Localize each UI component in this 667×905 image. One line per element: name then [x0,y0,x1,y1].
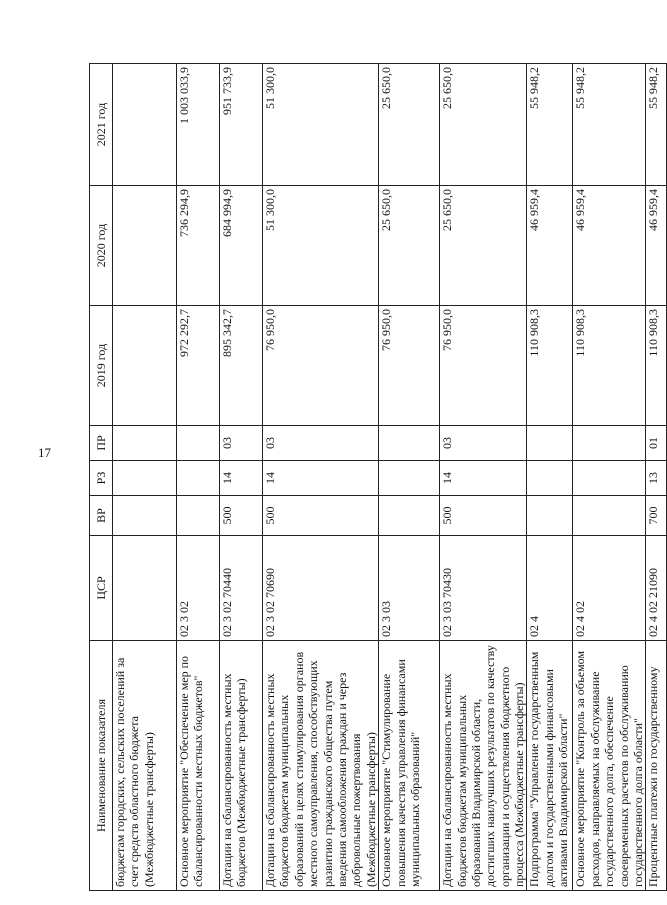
cell-csr: 02 4 [527,536,573,641]
cell-rz [177,461,220,496]
cell-2020: 51 300,0 [263,186,379,306]
cell-2020: 25 650,0 [379,186,440,306]
cell-pr: 03 [220,426,263,461]
header-2019: 2019 год [90,306,113,426]
cell-2019 [113,306,177,426]
cell-2021: 51 300,0 [263,64,379,186]
cell-rz [113,461,177,496]
cell-pr: 03 [440,426,527,461]
header-name: Наименование показателя [90,641,113,891]
cell-name: Основное мероприятие "Обеспечение мер по сбалансированности местных бюджетов" [177,641,220,891]
cell-pr [527,426,573,461]
cell-csr: 02 3 03 70430 [440,536,527,641]
cell-vr [113,496,177,536]
cell-name: Процентные платежи по государственному [646,641,667,891]
cell-2021: 55 948,2 [573,64,646,186]
cell-2019: 76 950,0 [379,306,440,426]
cell-csr: 02 3 03 [379,536,440,641]
cell-name: бюджетам городских, сельских поселений за счет средств областного бюджета (Межбюджетные трансферты) [113,641,177,891]
header-vr: ВР [90,496,113,536]
cell-name: Подпрограмма "Управление государственным долгом и государственными финансовыми активами Владимирской области" [527,641,573,891]
cell-2020: 46 959,4 [527,186,573,306]
cell-2020: 46 959,4 [573,186,646,306]
budget-table [89,63,667,891]
cell-pr [113,426,177,461]
cell-pr [379,426,440,461]
cell-rz [527,461,573,496]
cell-2020: 25 650,0 [440,186,527,306]
cell-name: Дотации на сбалансированность местных бюджетов бюджетам муниципальных образований в целях стимулирования органов местного самоуправления, способствующих развитию гражданского общества путем введения самообложения граждан и через добровольные пожертвования (Межбюджетные трансферты) [263,641,379,891]
cell-2020: 736 294,9 [177,186,220,306]
cell-csr [113,536,177,641]
cell-2021: 951 733,9 [220,64,263,186]
cell-vr [573,496,646,536]
cell-2021: 1 003 033,9 [177,64,220,186]
cell-vr [379,496,440,536]
cell-2021: 55 948,2 [646,64,667,186]
cell-rz: 14 [220,461,263,496]
cell-csr: 02 3 02 [177,536,220,641]
cell-name: Дотации на сбалансированность местных бюджетов бюджетам муниципальных образований Владимирской области, достигших наилучших результатов по качеству организации и осуществления бюджетного процесса (Межбюджетные трансферты) [440,641,527,891]
cell-2020 [113,186,177,306]
table-container [89,64,661,891]
cell-pr: 01 [646,426,667,461]
table-row [527,64,573,891]
table-row [220,64,263,891]
cell-csr: 02 3 02 70690 [263,536,379,641]
page-number: 17 [38,445,51,460]
cell-vr [177,496,220,536]
cell-vr: 500 [440,496,527,536]
cell-2021 [113,64,177,186]
cell-2020: 684 994,9 [220,186,263,306]
header-csr: ЦСР [90,536,113,641]
table-row [646,64,667,891]
cell-csr: 02 3 02 70440 [220,536,263,641]
cell-2019: 972 292,7 [177,306,220,426]
cell-name: Дотации на сбалансированность местных бюджетов (Межбюджетные трансферты) [220,641,263,891]
cell-2019: 110 908,3 [573,306,646,426]
header-2020: 2020 год [90,186,113,306]
cell-2021: 25 650,0 [379,64,440,186]
table-row [573,64,646,891]
cell-vr [527,496,573,536]
table-row [177,64,220,891]
cell-rz: 14 [263,461,379,496]
rotated-table-area [89,64,661,891]
cell-vr: 700 [646,496,667,536]
cell-rz [573,461,646,496]
cell-2019: 110 908,3 [527,306,573,426]
header-pr: ПР [90,426,113,461]
table-row [440,64,527,891]
cell-pr [573,426,646,461]
cell-vr: 500 [220,496,263,536]
cell-name: Основное мероприятие "Контроль за объемом расходов, направляемых на обслуживание государственного долга, обеспечение своевременных расчетов по обслуживанию государственного долга области" [573,641,646,891]
cell-csr: 02 4 02 21090 [646,536,667,641]
cell-2019: 895 342,7 [220,306,263,426]
table-row [113,64,177,891]
cell-2021: 55 948,2 [527,64,573,186]
cell-csr: 02 4 02 [573,536,646,641]
cell-rz [379,461,440,496]
cell-2019: 76 950,0 [263,306,379,426]
header-row [90,64,113,891]
cell-vr: 500 [263,496,379,536]
table-row [263,64,379,891]
cell-2019: 76 950,0 [440,306,527,426]
header-2021: 2021 год [90,64,113,186]
header-rz: РЗ [90,461,113,496]
cell-name: Основное мероприятие "Стимулирование повышения качества управления финансами муниципальных образований" [379,641,440,891]
cell-2019: 110 908,3 [646,306,667,426]
cell-pr [177,426,220,461]
table-row [379,64,440,891]
cell-2021: 25 650,0 [440,64,527,186]
cell-2020: 46 959,4 [646,186,667,306]
cell-rz: 14 [440,461,527,496]
cell-rz: 13 [646,461,667,496]
cell-pr: 03 [263,426,379,461]
